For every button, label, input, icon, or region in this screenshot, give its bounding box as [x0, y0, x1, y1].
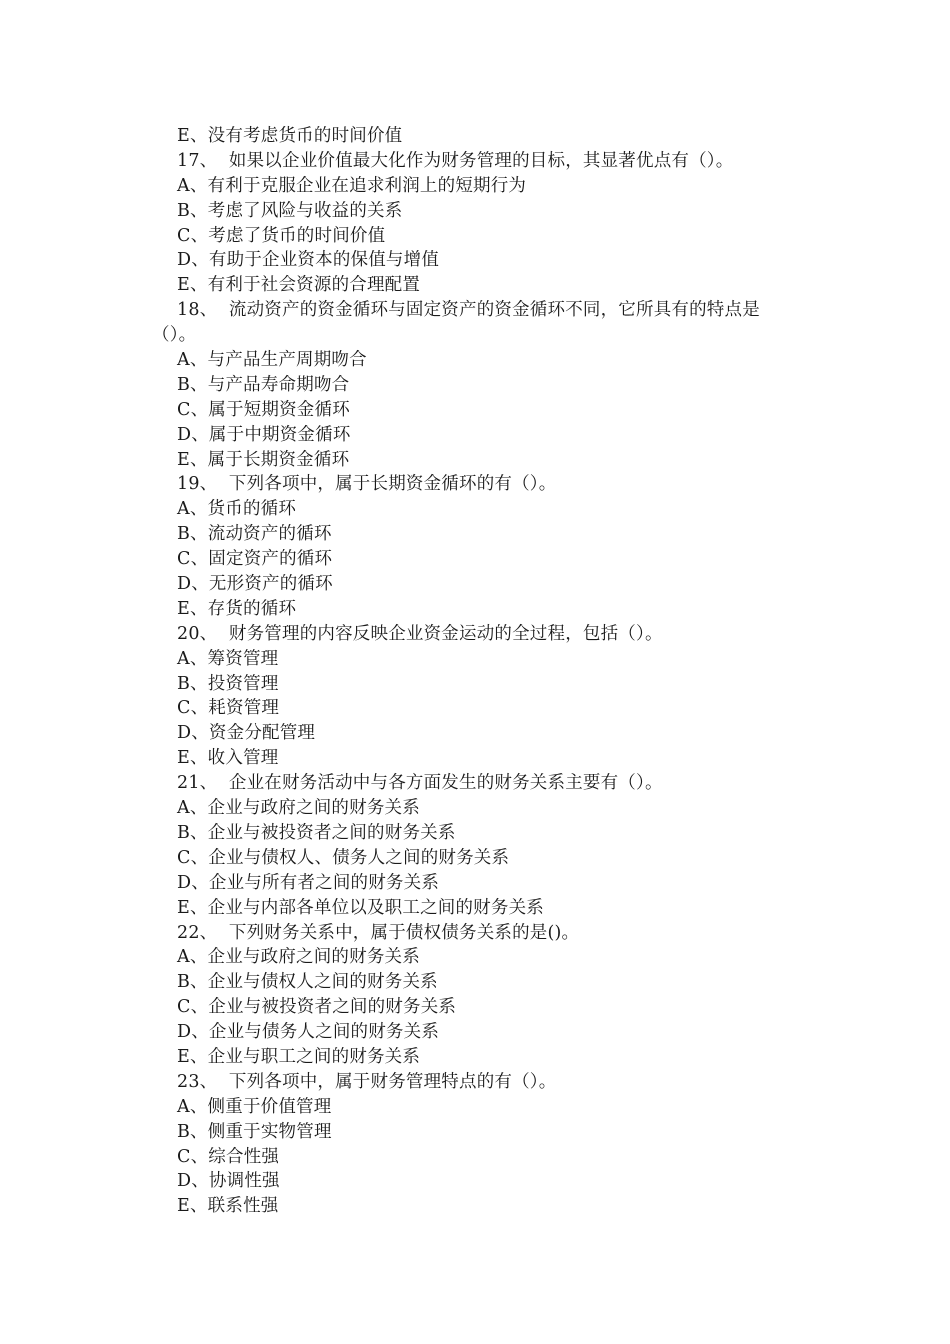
answer-option: E、属于长期资金循环	[177, 449, 350, 470]
answer-option: D、有助于企业资本的保值与增值	[177, 250, 440, 271]
answer-option: C、综合性强	[177, 1146, 280, 1167]
answer-option: C、考虑了货币的时间价值	[177, 225, 386, 246]
question-stem: 20、 财务管理的内容反映企业资金运动的全过程，包括（）。	[177, 623, 663, 644]
answer-option: A、企业与政府之间的财务关系	[177, 798, 420, 819]
answer-option: C、固定资产的循环	[177, 549, 333, 570]
answer-option: E、收入管理	[177, 748, 279, 769]
answer-option: E、有利于社会资源的合理配置	[177, 275, 421, 296]
question-stem: 23、 下列各项中，属于财务管理特点的有（）。	[177, 1071, 557, 1092]
answer-option: B、企业与债权人之间的财务关系	[177, 972, 438, 993]
answer-option: B、投资管理	[177, 673, 279, 694]
question-stem: 18、 流动资产的资金循环与固定资产的资金循环不同，它所具有的特点是	[177, 300, 760, 321]
answer-option: D、属于中期资金循环	[177, 424, 351, 445]
answer-option: A、筹资管理	[177, 648, 279, 669]
question-stem: 17、 如果以企业价值最大化作为财务管理的目标，其显著优点有（）。	[177, 150, 734, 171]
answer-option: D、资金分配管理	[177, 723, 316, 744]
answer-option: A、货币的循环	[177, 499, 297, 520]
answer-option: E、企业与职工之间的财务关系	[177, 1046, 421, 1067]
answer-option: D、企业与债务人之间的财务关系	[177, 1022, 440, 1043]
answer-option: D、企业与所有者之间的财务关系	[177, 872, 440, 893]
question-list	[0, 124, 950, 1219]
question-stem: 22、 下列财务关系中，属于债权债务关系的是()。	[177, 922, 580, 943]
answer-option: A、与产品生产周期吻合	[177, 350, 367, 371]
answer-option: E、企业与内部各单位以及职工之间的财务关系	[177, 897, 544, 918]
answer-option: B、考虑了风险与收益的关系	[177, 200, 403, 221]
answer-option: B、企业与被投资者之间的财务关系	[177, 822, 456, 843]
answer-option: D、无形资产的循环	[177, 574, 333, 595]
answer-option: D、协调性强	[177, 1171, 280, 1192]
question-stem-continuation: （）。	[152, 325, 197, 346]
answer-option: B、侧重于实物管理	[177, 1121, 332, 1142]
answer-option: C、属于短期资金循环	[177, 399, 350, 420]
answer-option: E、存货的循环	[177, 598, 297, 619]
answer-option: C、耗资管理	[177, 698, 280, 719]
answer-option: E、联系性强	[177, 1196, 279, 1217]
answer-option: A、有利于克服企业在追求利润上的短期行为	[177, 175, 527, 196]
answer-option: A、企业与政府之间的财务关系	[177, 947, 420, 968]
answer-option: B、与产品寿命期吻合	[177, 374, 350, 395]
answer-option: E、没有考虑货币的时间价值	[177, 126, 403, 146]
question-stem: 19、 下列各项中，属于长期资金循环的有（）。	[177, 474, 557, 495]
question-stem: 21、 企业在财务活动中与各方面发生的财务关系主要有（）。	[177, 773, 663, 794]
answer-option: C、企业与债权人、债务人之间的财务关系	[177, 847, 510, 868]
answer-option: A、侧重于价值管理	[177, 1096, 332, 1117]
answer-option: B、流动资产的循环	[177, 524, 332, 545]
answer-option: C、企业与被投资者之间的财务关系	[177, 997, 457, 1018]
